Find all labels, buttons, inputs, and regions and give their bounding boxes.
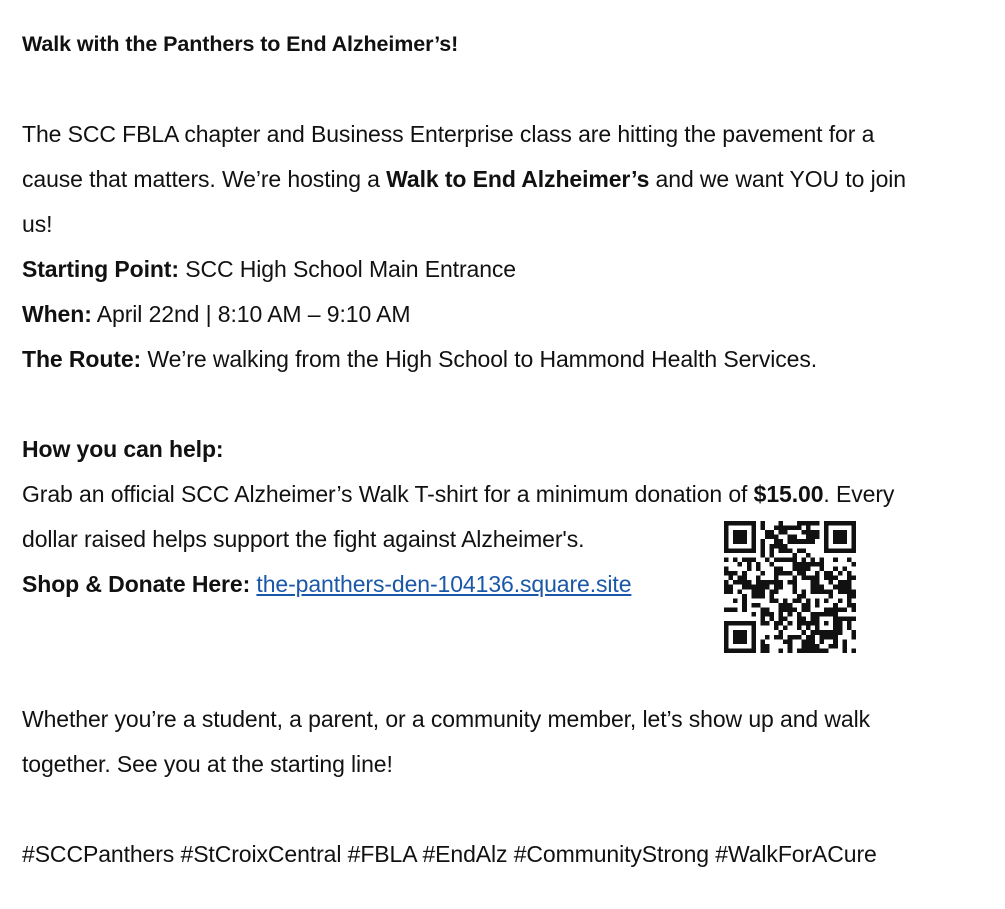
hashtags: #SCCPanthers #StCroixCentral #FBLA #EndAlz #CommunityStrong #WalkForACure: [22, 841, 877, 867]
shop-link[interactable]: the-panthers-den-104136.square.site: [256, 571, 632, 597]
help-line-2: dollar raised helps support the fight against Alzheimer's.: [22, 526, 585, 552]
help-text: . Every: [823, 481, 895, 507]
intro-text: and we want YOU to join: [649, 166, 906, 192]
starting-point-row: [22, 247, 516, 292]
closing-line-1: Whether you’re a student, a parent, or a community member, let’s show up and walk: [22, 706, 871, 732]
intro-line-3: us!: [22, 211, 53, 237]
help-line-1: [22, 472, 894, 517]
help-text: Grab an official SCC Alzheimer’s Walk T-shirt for a minimum donation of: [22, 481, 754, 507]
intro-line-2: [22, 157, 906, 202]
starting-point-label: Starting Point:: [22, 256, 179, 282]
when-row: [22, 292, 410, 337]
when-value: April 22nd | 8:10 AM – 9:10 AM: [91, 301, 411, 327]
walk-name-emphasis: Walk to End Alzheimer’s: [386, 166, 650, 192]
shop-row: [22, 562, 631, 607]
route-value: We’re walking from the High School to Hammond Health Services.: [141, 346, 818, 372]
donation-amount: $15.00: [753, 481, 824, 507]
intro-text: cause that matters. We’re hosting a: [22, 166, 387, 192]
shop-label: Shop & Donate Here:: [22, 571, 251, 597]
qr-code-icon[interactable]: [724, 521, 856, 653]
intro-line-1: The SCC FBLA chapter and Business Enterprise class are hitting the pavement for a: [22, 121, 875, 147]
help-heading: [22, 427, 223, 472]
route-label: The Route:: [22, 346, 142, 372]
route-row: [22, 337, 817, 382]
when-label: When:: [22, 301, 92, 327]
closing-line-2: together. See you at the starting line!: [22, 751, 393, 777]
help-heading-text: How you can help:: [22, 436, 224, 462]
starting-point-value: SCC High School Main Entrance: [178, 256, 516, 282]
document-title: Walk with the Panthers to End Alzheimer’s!: [22, 32, 459, 56]
